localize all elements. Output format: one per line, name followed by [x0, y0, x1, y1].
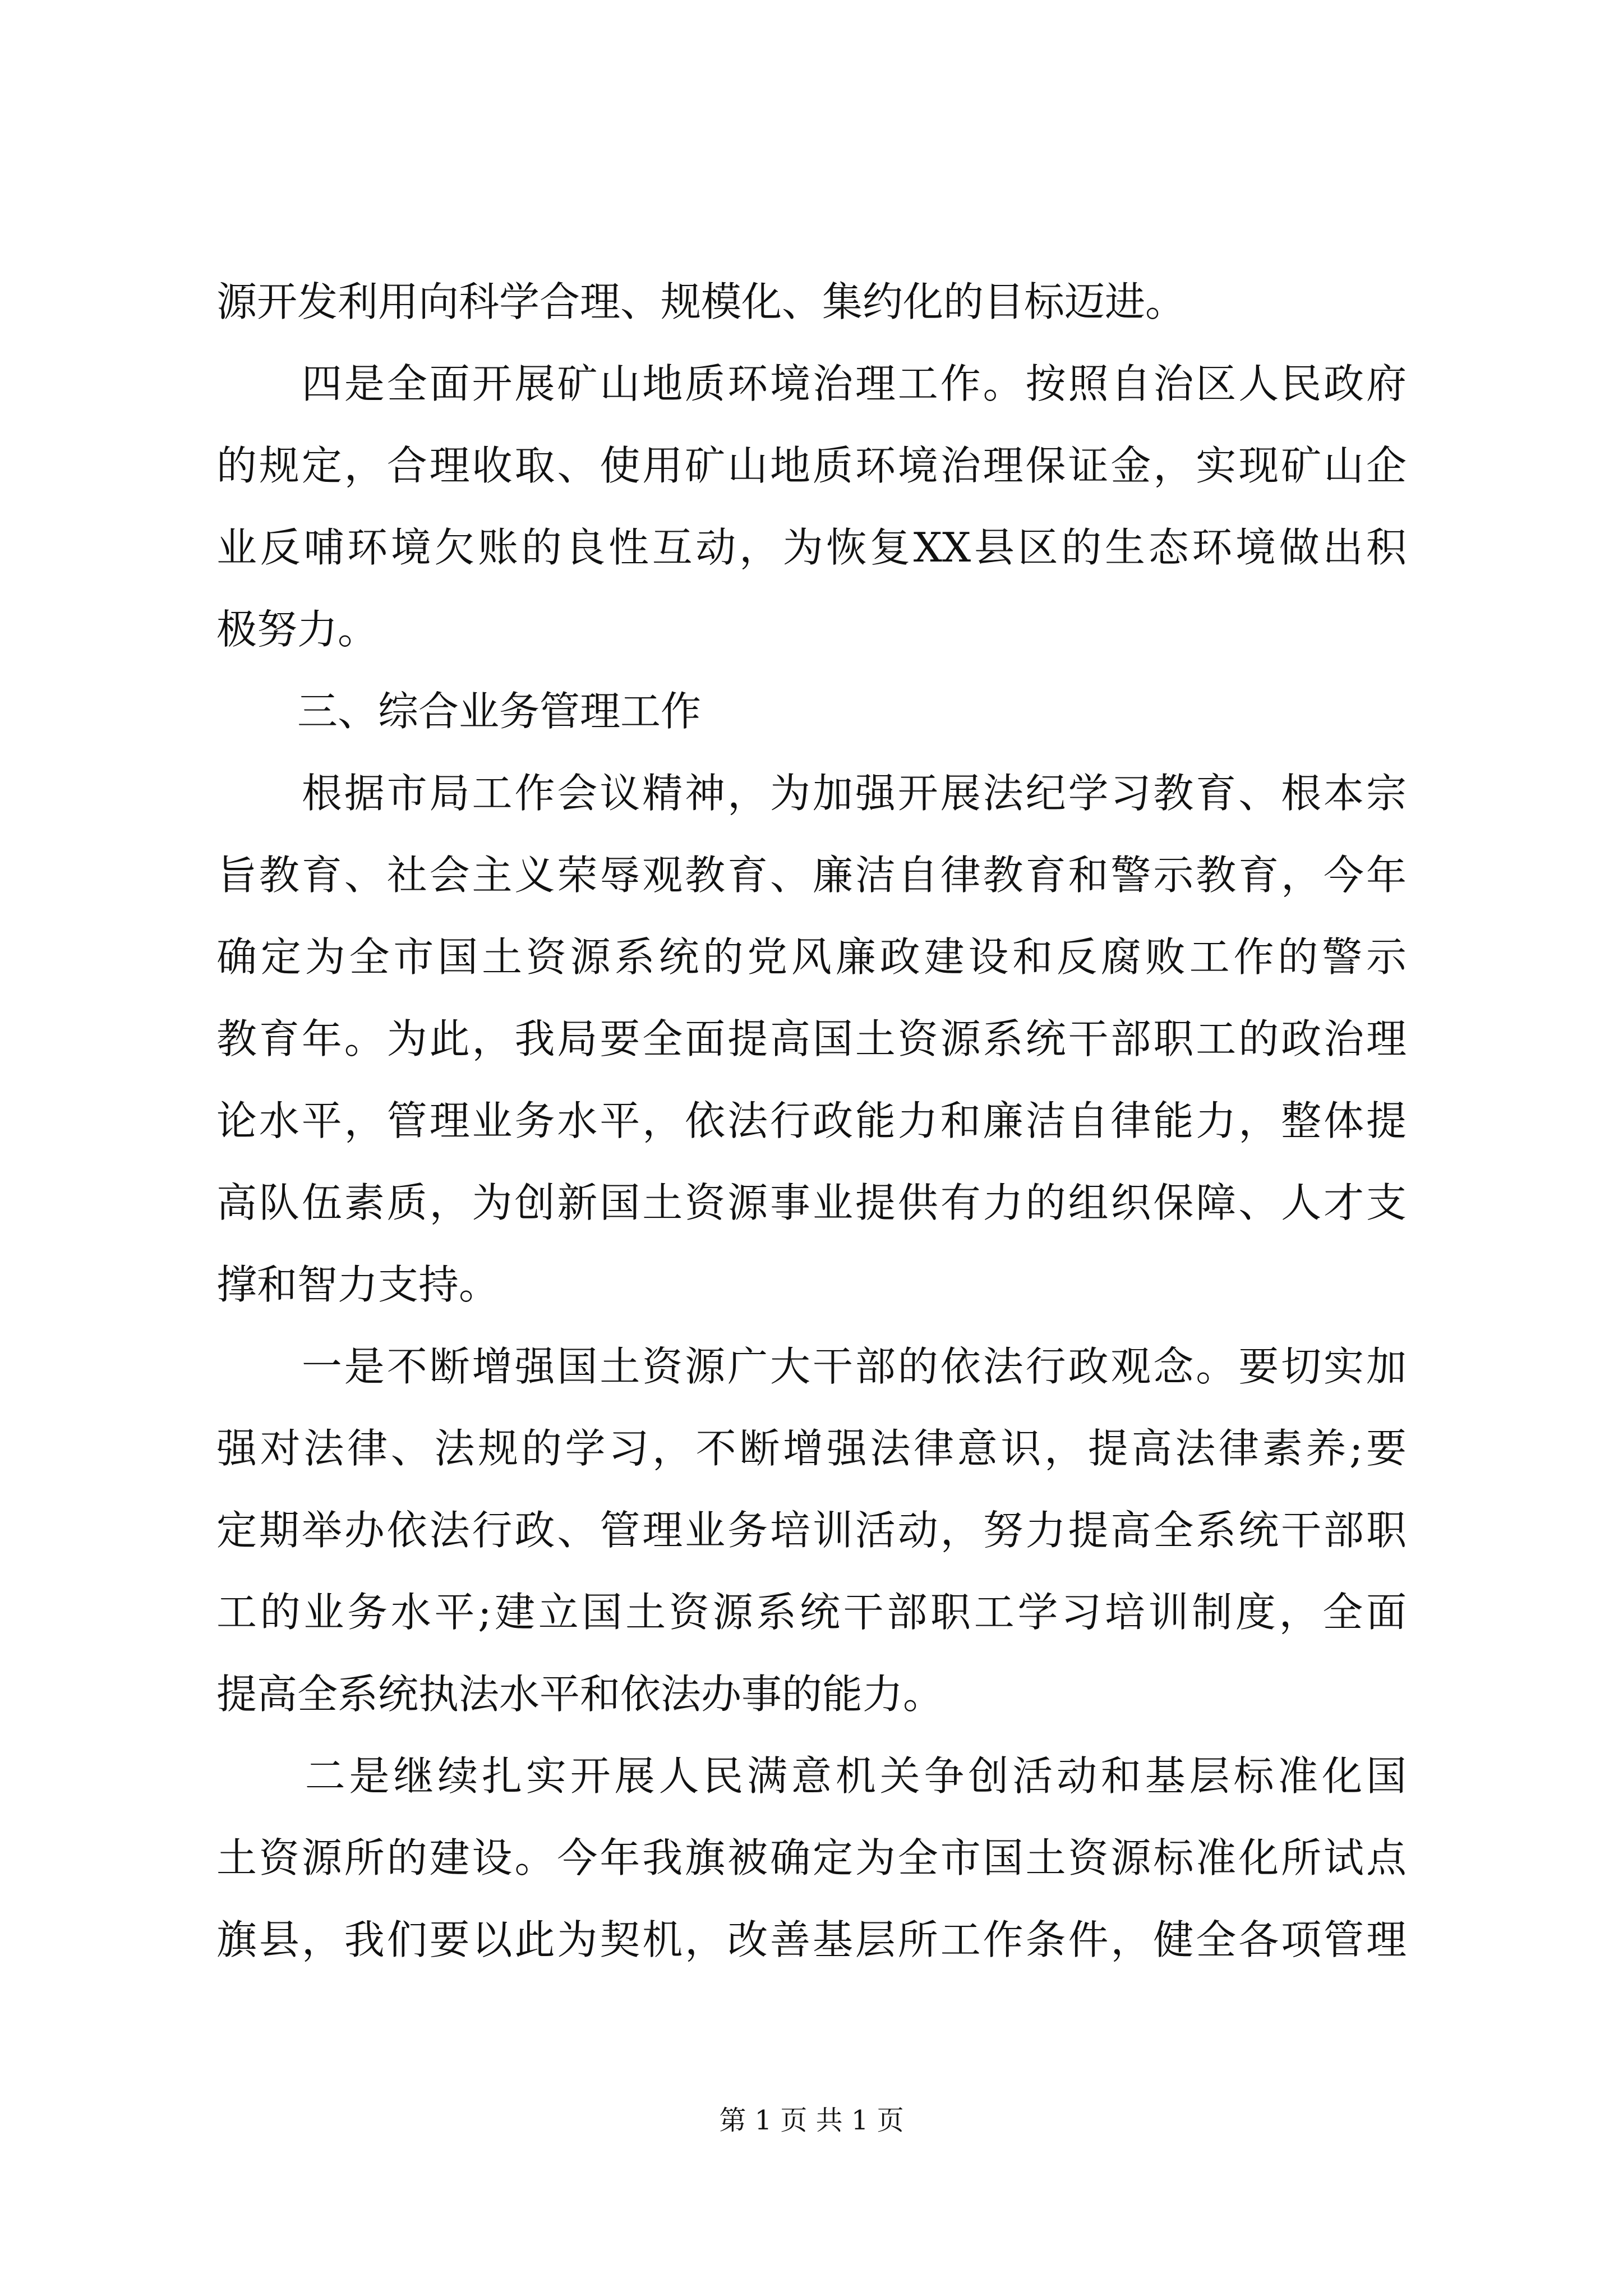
- text-line: 一是不断增强国土资源广大干部的依法行政观念。要切实加: [216, 1343, 1407, 1390]
- text-line: 根据市局工作会议精神，为加强开展法纪学习教育、根本宗: [216, 770, 1407, 817]
- text-line: 高队伍素质，为创新国土资源事业提供有力的组织保障、人才支: [216, 1179, 1407, 1226]
- text-line: 论水平，管理业务水平，依法行政能力和廉洁自律能力，整体提: [216, 1097, 1407, 1144]
- text-line: 四是全面开展矿山地质环境治理工作。按照自治区人民政府: [216, 360, 1407, 407]
- text-line: 确定为全市国土资源系统的党风廉政建设和反腐败工作的警示: [216, 933, 1407, 981]
- text-line: 土资源所的建设。今年我旗被确定为全市国土资源标准化所试点: [216, 1834, 1407, 1881]
- text-line: 提高全系统执法水平和依法办事的能力。: [216, 1671, 944, 1718]
- text-line: 源开发利用向科学合理、规模化、集约化的目标迈进。: [216, 278, 1186, 325]
- text-line: 工的业务水平;建立国土资源系统干部职工学习培训制度，全面: [216, 1589, 1407, 1636]
- text-line: 教育年。为此，我局要全面提高国土资源系统干部职工的政治理: [216, 1015, 1407, 1062]
- text-line: 的规定，合理收取、使用矿山地质环境治理保证金，实现矿山企: [216, 442, 1407, 489]
- text-line: 旗县，我们要以此为契机，改善基层所工作条件，健全各项管理: [216, 1916, 1407, 1963]
- body-text: [216, 261, 1407, 1981]
- text-line: 强对法律、法规的学习，不断增强法律意识，提高法律素养;要: [216, 1425, 1407, 1472]
- section-heading: 三、综合业务管理工作: [216, 688, 702, 735]
- text-line: 极努力。: [216, 606, 379, 653]
- text-line: 撑和智力支持。: [216, 1261, 500, 1308]
- text-line: 二是继续扎实开展人民满意机关争创活动和基层标准化国: [216, 1752, 1407, 1800]
- text-line: 定期举办依法行政、管理业务培训活动，努力提高全系统干部职: [216, 1507, 1407, 1554]
- text-line: 业反哺环境欠账的良性互动，为恢复XX县区的生态环境做出积: [216, 524, 1407, 571]
- page-footer: 第 1 页 共 1 页: [719, 2105, 904, 2136]
- text-line: 旨教育、社会主义荣辱观教育、廉洁自律教育和警示教育，今年: [216, 852, 1407, 899]
